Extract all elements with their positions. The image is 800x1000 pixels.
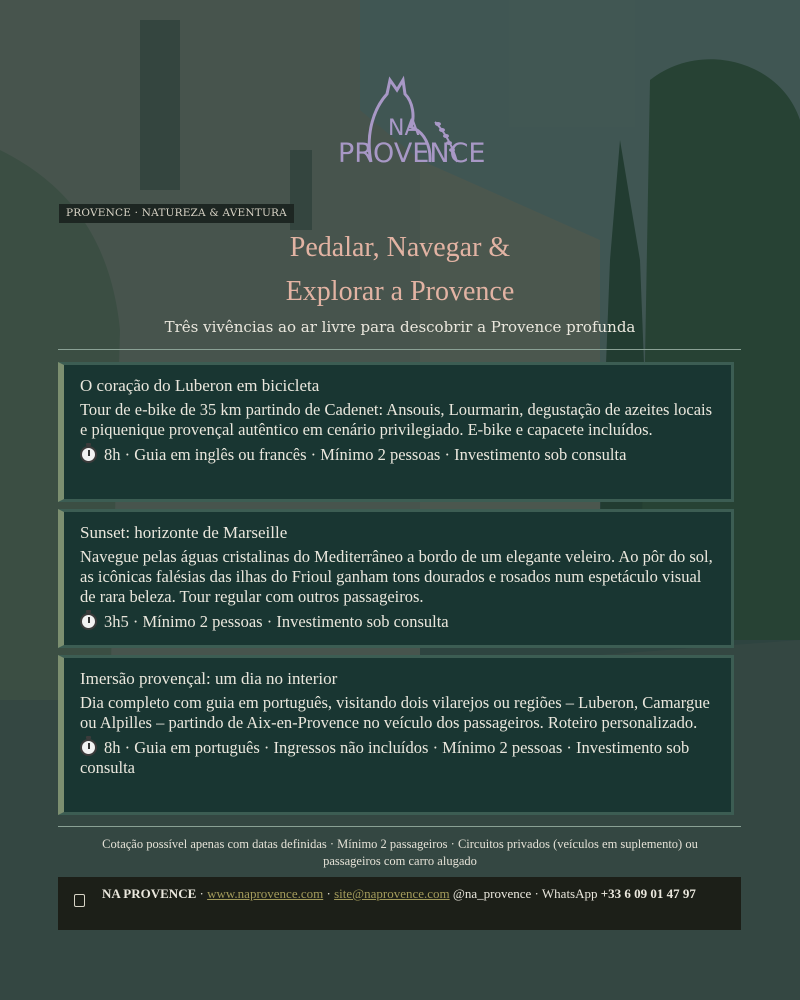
tour-meta-text: 8h · Guia em português · Ingressos não incluídos · Mínimo 2 pessoas · Investimento sob consulta [80,738,690,777]
tour-description: Tour de e-bike de 35 km partindo de Cadenet: Ansouis, Lourmarin, degustação de azeites locais e piquenique provençal autêntico em cenário privilegiado. E-bike e capacete incluídos. [80,400,713,439]
tour-title: Sunset: horizonte de Marseille [80,523,288,542]
tour-card-marseille [58,509,734,648]
separator: · [196,886,208,901]
category-tag: PROVENCE · NATUREZA & AVENTURA [59,204,294,223]
tour-description: Dia completo com guia em português, visitando dois vilarejos ou regiões – Luberon, Camargue ou Alpilles – partindo de Aix-en-Provence no veículo dos passageiros. Roteiro personalizado. [80,693,710,732]
instagram-handle: @na_provence [452,886,532,901]
contact-name: NA PROVENCE [102,886,197,901]
website-link[interactable]: www.naprovence.com [207,886,324,901]
tour-title: O coração do Luberon em bicicleta [80,376,320,395]
tour-description: Navegue pelas águas cristalinas do Mediterrâneo a bordo de um elegante veleiro. Ao pôr do sol, as icônicas falésias das ilhas do Frioul ganham tons dourados e rosados num espetáculo visual de rara beleza. Tour regular com outros passageiros. [80,547,713,606]
tour-meta-text: 3h5 · Mínimo 2 pessoas · Investimento sob consulta [104,612,449,631]
whatsapp-label: WhatsApp [541,886,598,901]
note-icon [74,894,85,907]
stopwatch-icon [80,613,97,630]
email-link[interactable]: site@naprovence.com [334,886,450,901]
page-subtitle: Três vivências ao ar livre para descobrir a Provence profunda [164,318,636,336]
tour-meta [80,445,713,465]
footnote: Cotação possível apenas com datas definidas · Mínimo 2 passageiros · Circuitos privados (veículos em suplemento) ou passageiros com carro alugado [102,837,698,868]
tour-card-luberon [58,362,734,502]
stopwatch-icon [80,739,97,756]
tour-meta [80,612,713,632]
stopwatch-icon [80,446,97,463]
divider-bottom [58,826,741,827]
page-title [0,226,800,314]
tour-title: Imersão provençal: um dia no interior [80,669,338,688]
divider-top [58,349,741,350]
contact-bar [58,877,741,930]
whatsapp-number[interactable]: +33 6 09 01 47 97 [600,886,696,901]
tour-meta-text: 8h · Guia em inglês ou francês · Mínimo 2 pessoas · Investimento sob consulta [104,445,627,464]
tour-card-interior [58,655,734,815]
title-line-1: Pedalar, Navegar & [289,232,511,263]
tour-meta [80,738,713,778]
separator: · [323,886,335,901]
separator: · [531,886,542,901]
logo-word-provence: PROVENCE [338,138,486,169]
logo-word-na: NA [388,116,420,141]
title-line-2: Explorar a Provence [285,276,515,307]
